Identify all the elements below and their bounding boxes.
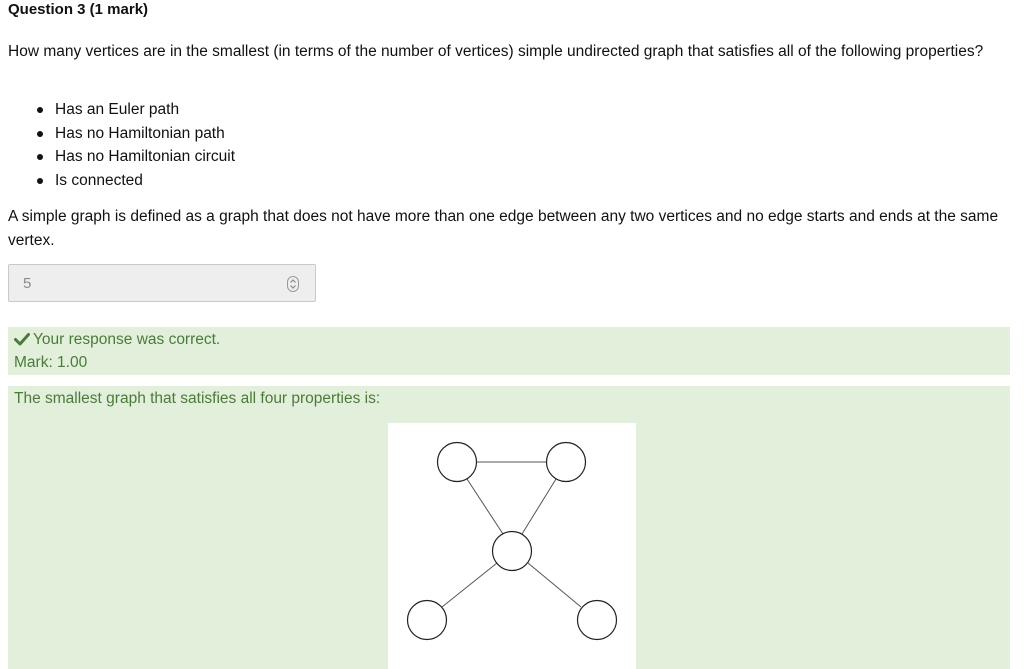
- graph-vertex: [493, 532, 532, 571]
- graph-vertex: [438, 443, 477, 482]
- graph-edge: [522, 479, 556, 534]
- graph-edge: [528, 563, 581, 607]
- check-icon: [14, 332, 30, 346]
- graph-diagram: [388, 423, 636, 669]
- list-item: [35, 122, 235, 146]
- graph-edge: [467, 479, 503, 534]
- question-title: Question 3 (1 mark): [8, 1, 149, 18]
- bullet-icon: [37, 154, 43, 160]
- feedback-mark: Mark: 1.00: [14, 354, 88, 371]
- question-prompt: How many vertices are in the smallest (in terms of the number of vertices) simple undirected graph that satisfies all of the following properties?: [8, 43, 984, 60]
- graph-edge: [442, 563, 497, 607]
- feedback-status: Your response was correct.: [33, 331, 221, 348]
- list-item: [35, 169, 235, 193]
- property-list: [35, 98, 235, 193]
- property-text: Is connected: [55, 172, 143, 190]
- graph-figure: [388, 423, 636, 669]
- simple-graph-definition: A simple graph is defined as a graph that does not have more than one edge between any two vertices and no edge starts and ends at the same vertex.: [8, 208, 999, 249]
- property-text: Has an Euler path: [55, 101, 180, 118]
- property-text: Has no Hamiltonian circuit: [55, 148, 236, 166]
- number-spinner-icon[interactable]: [287, 276, 299, 292]
- bullet-icon: [37, 131, 43, 137]
- graph-vertex: [408, 601, 447, 640]
- graph-vertex: [578, 601, 617, 640]
- list-item: [35, 145, 235, 169]
- correct-feedback: [8, 327, 1010, 375]
- answer-number-input[interactable]: [8, 264, 316, 302]
- bullet-icon: [37, 178, 43, 184]
- general-feedback: [8, 386, 1010, 669]
- list-item: [35, 98, 235, 122]
- property-text: Has no Hamiltonian path: [55, 124, 225, 142]
- graph-vertex: [547, 443, 586, 482]
- explanation-text: The smallest graph that satisfies all four properties is:: [14, 390, 381, 407]
- answer-value: 5: [23, 275, 32, 292]
- bullet-icon: [37, 107, 43, 113]
